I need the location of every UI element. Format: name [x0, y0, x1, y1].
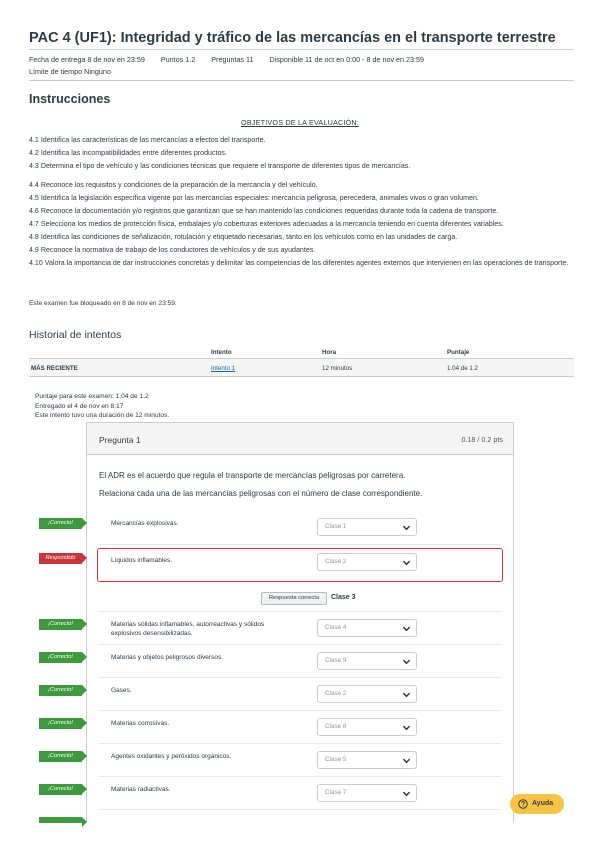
- table-row: [29, 359, 574, 377]
- objectives-title: OBJETIVOS DE LA EVALUACIÓN:: [241, 118, 359, 127]
- summary-duration: Este intento tuvo una duración de 12 minutos.: [35, 412, 170, 419]
- help-button[interactable]: [510, 794, 564, 814]
- objective-item: 4.3 Determina el tipo de vehículo y las condiciones técnicas que requiere el transporte de diferentes tipos de mercancías.: [29, 162, 411, 170]
- select-value: Clase 5: [325, 756, 347, 763]
- correct-badge: ¡Correcto!: [39, 718, 82, 729]
- select-value: Clase 2: [325, 690, 347, 697]
- objective-item: 4.10 Valora la importancia de dar instrucciones concretas y delimitar las competencias de los diferentes agentes externos que intervienen en las operaciones de transporte.: [29, 259, 569, 267]
- row-divider: [99, 677, 501, 678]
- select-value: Clase 2: [325, 558, 347, 565]
- chevron-down-icon: [402, 558, 411, 567]
- objective-item: 4.7 Selecciona los medios de protección física, embalajes y/o coberturas exteriores adecuadas a la mercancía teniendo en cuenta diferentes variables.: [29, 220, 504, 228]
- meta-divider: [29, 80, 574, 81]
- page-title: PAC 4 (UF1): Integridad y tráfico de las mercancías en el transporte terrestre: [29, 30, 556, 46]
- history-col-time: Hora: [322, 349, 337, 356]
- wrong-answer-highlight: [97, 548, 503, 582]
- attempt-score: 1.04 de 1.2: [447, 365, 478, 372]
- select-value: Clase 1: [325, 523, 347, 530]
- answer-select[interactable]: [317, 751, 417, 769]
- question-count: Preguntas 11: [211, 55, 254, 64]
- question-header: [87, 423, 513, 455]
- correct-badge: ¡Correcto!: [39, 751, 82, 762]
- chevron-down-icon: [402, 756, 411, 765]
- select-value: Clase 9: [325, 657, 347, 664]
- correct-badge-partial: [39, 817, 82, 823]
- chevron-down-icon: [402, 723, 411, 732]
- answer-select[interactable]: [317, 685, 417, 703]
- attempt-time: 12 minutos: [322, 365, 353, 372]
- objective-item: 4.6 Reconoce la documentación y/o registros que garantizan que se han mantenido las condiciones requeridas durante toda la cadena de transporte.: [29, 207, 499, 215]
- select-value: Clase 4: [325, 624, 347, 631]
- answer-row-label: Materias radiactivas.: [111, 786, 171, 793]
- objective-item: 4.2 Identifica las incompatibilidades entre diferentes productos.: [29, 149, 227, 157]
- history-heading: Historial de intentos: [29, 329, 122, 341]
- availability: Disponible 11 de oct en 0:00 - 8 de nov en 23:59: [269, 55, 425, 64]
- objective-item: 4.8 Identifica las condiciones de señalización, rotulación y etiquetado necesarias, tanto en los vehículos como en las unidades de carga.: [29, 233, 458, 241]
- question-points: 0.18 / 0.2 pts: [461, 435, 503, 444]
- row-divider: [99, 776, 501, 777]
- objective-item: 4.4 Reconoce los requisitos y condiciones de la preparación de la mercancía y del vehículo.: [29, 181, 318, 189]
- chevron-down-icon: [402, 789, 411, 798]
- chevron-down-icon: [402, 657, 411, 666]
- answer-row-label: Materias sólidas inflamables, autorreactivas y sólidos explosivos desensibilizadas.: [111, 621, 265, 637]
- answer-select[interactable]: [317, 553, 417, 571]
- chevron-down-icon: [402, 523, 411, 532]
- question-instruction: Relaciona cada una de las mercancías peligrosas con el número de clase correspondiente.: [99, 489, 423, 498]
- correct-badge: ¡Correcto!: [39, 619, 82, 630]
- objective-item: 4.5 Identifica la legislación específica vigente por las mercancías especiales: mercancía peligrosa, perecedera, animales vivos o gran volumen.: [29, 194, 479, 202]
- question-mark-icon: [518, 799, 528, 809]
- due-date: Fecha de entrega 8 de nov en 23:59: [29, 55, 145, 64]
- attempt-link[interactable]: Intento 1: [211, 365, 236, 372]
- quiz-meta: [29, 55, 438, 64]
- answered-badge: Respondido: [39, 553, 82, 564]
- points: Puntos 1.2: [160, 55, 196, 64]
- chevron-down-icon: [402, 690, 411, 699]
- answer-select[interactable]: [317, 718, 417, 736]
- answer-select[interactable]: [317, 619, 417, 637]
- title-divider: [29, 49, 574, 50]
- row-divider: [99, 809, 501, 810]
- answer-row-label: Materias corrosivas.: [111, 720, 170, 727]
- row-divider: [99, 743, 501, 744]
- history-header-row: [29, 345, 574, 359]
- answer-select[interactable]: [317, 652, 417, 670]
- attempt-summary: [35, 392, 169, 421]
- locked-notice: Este examen fue bloqueado en 8 de nov en 23:59.: [29, 300, 177, 307]
- summary-score: Puntaje para este examen: 1.04 de 1.2: [35, 393, 149, 400]
- row-divider: [99, 644, 501, 645]
- help-label: Ayuda: [532, 800, 554, 807]
- question-text: El ADR es el acuerdo que regula el transporte de mercancías peligrosas por carretera.: [99, 471, 406, 480]
- select-value: Clase 7: [325, 789, 347, 796]
- correct-answer-value: Clase 3: [331, 594, 356, 601]
- objective-item: 4.1 Identifica las características de las mercancías a efectos del transporte.: [29, 136, 266, 144]
- answer-row-label: Agentes oxidantes y peróxidos orgánicos.: [111, 753, 232, 760]
- answer-row-label: Mercancías explosivas.: [111, 520, 179, 527]
- row-divider: [99, 611, 501, 612]
- instructions-heading: Instrucciones: [29, 92, 111, 106]
- correct-badge: ¡Correcto!: [39, 518, 82, 529]
- answer-row-label: Materias y objetos peligrosos diversos.: [111, 654, 223, 661]
- time-limit: Límite de tiempo Ninguno: [29, 67, 111, 76]
- answer-select[interactable]: [317, 784, 417, 802]
- summary-submitted: Entregado el 4 de nov en 8:17: [35, 402, 124, 410]
- objectives-list: [29, 134, 577, 270]
- history-col-attempt: Intento: [211, 349, 232, 356]
- answer-select[interactable]: [317, 518, 417, 536]
- chevron-down-icon: [402, 624, 411, 633]
- row-divider: [99, 710, 501, 711]
- history-row-label: MÁS RECIENTE: [31, 365, 78, 372]
- history-table: [29, 345, 574, 377]
- answer-row-label: Líquidos inflamables.: [111, 557, 173, 564]
- correct-badge: ¡Correcto!: [39, 784, 82, 795]
- row-divider: [99, 544, 501, 545]
- question-number: Pregunta 1: [99, 435, 141, 445]
- objective-item: 4.9 Reconoce la normativa de trabajo de los conductores de vehículos y de sus ayudantes.: [29, 246, 316, 254]
- correct-badge: ¡Correcto!: [39, 652, 82, 663]
- answer-row-label: Gases.: [111, 687, 132, 694]
- select-value: Clase 8: [325, 723, 347, 730]
- history-col-score: Puntaje: [447, 349, 470, 356]
- correct-badge: ¡Correcto!: [39, 685, 82, 696]
- correct-answer-button[interactable]: Respuesta correcta: [261, 592, 327, 605]
